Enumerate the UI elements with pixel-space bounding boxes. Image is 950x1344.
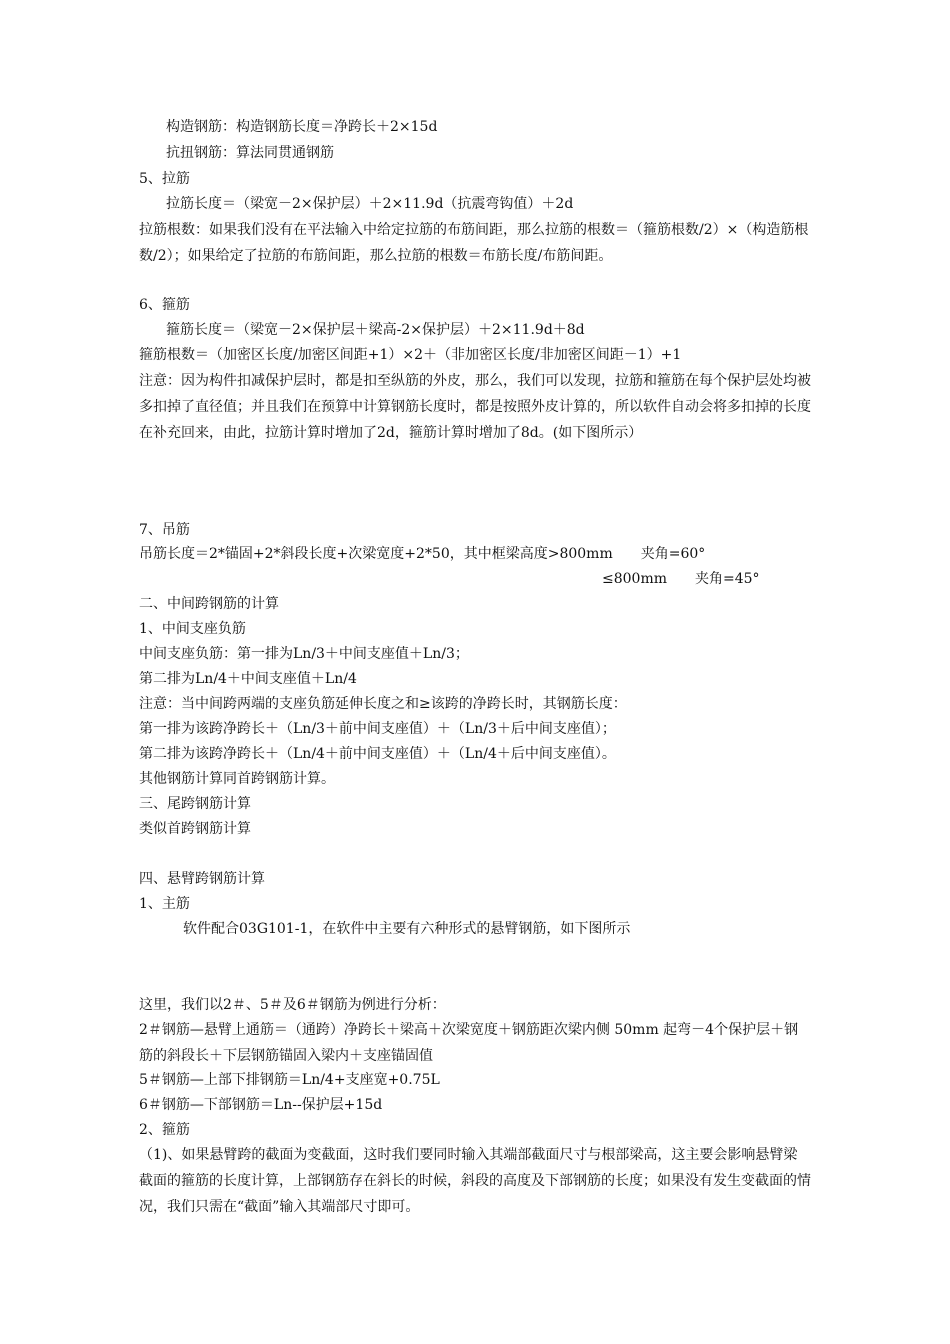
section-heading: 5、拉筋	[139, 171, 190, 187]
text-line: 其他钢筋计算同首跨钢筋计算。	[139, 771, 335, 787]
section-heading: 7、吊筋	[139, 522, 190, 538]
text-line: 类似首跨钢筋计算	[139, 821, 251, 837]
text-line: 第二排为Ln/4＋中间支座值＋Ln/4	[139, 671, 357, 687]
text-line: 箍筋长度＝（梁宽－2×保护层＋梁高-2×保护层）＋2×11.9d＋8d	[166, 322, 585, 338]
section-heading: 二、中间跨钢筋的计算	[139, 596, 279, 612]
text-line: 吊筋长度＝2*锚固+2*斜段长度+次梁宽度+2*50，其中框梁高度>800mm 夹角=60°	[139, 546, 706, 562]
text-line: 6＃钢筋—下部钢筋＝Ln--保护层+15d	[139, 1097, 383, 1113]
text-line: 拉筋长度＝（梁宽－2×保护层）＋2×11.9d（抗震弯钩值）＋2d	[166, 196, 574, 212]
text-line: ≤800mm 夹角=45°	[602, 571, 760, 587]
text-paragraph: 注意：因为构件扣减保护层时，都是扣至纵筋的外皮，那么，我们可以发现，拉筋和箍筋在每个保护层处均被多扣掉了直径值；并且我们在预算中计算钢筋长度时，都是按照外皮计算的，所以软件自动会将多扣掉的长度在补充回来，由此，拉筋计算时增加了2d，箍筋计算时增加了8d。(如下图所示）	[139, 373, 811, 441]
section-heading: 1、中间支座负筋	[139, 621, 246, 637]
text-line: 第一排为该跨净跨长＋（Ln/3＋前中间支座值）＋（Ln/3＋后中间支座值）；	[139, 721, 616, 737]
text-line: 构造钢筋：构造钢筋长度＝净跨长＋2×15d	[166, 119, 438, 135]
text-line: 第二排为该跨净跨长＋（Ln/4＋前中间支座值）＋（Ln/4＋后中间支座值）。	[139, 746, 616, 762]
text-paragraph: 拉筋根数：如果我们没有在平法输入中给定拉筋的布筋间距，那么拉筋的根数＝（箍筋根数/2）×（构造筋根数/2）；如果给定了拉筋的布筋间距，那么拉筋的根数＝布筋长度/布筋间距。	[139, 222, 809, 264]
text-line: 这里，我们以2＃、5＃及6＃钢筋为例进行分析：	[139, 997, 446, 1013]
section-heading: 6、箍筋	[139, 297, 190, 313]
text-line: 软件配合03G101-1，在软件中主要有六种形式的悬臂钢筋，如下图所示	[183, 921, 631, 937]
section-heading: 1、主筋	[139, 896, 190, 912]
text-line: 5＃钢筋—上部下排钢筋＝Ln/4+支座宽+0.75L	[139, 1072, 440, 1088]
text-line: 抗扭钢筋：算法同贯通钢筋	[166, 145, 334, 161]
text-paragraph: 2＃钢筋—悬臂上通筋＝（通跨）净跨长＋梁高＋次梁宽度＋钢筋距次梁内侧 50mm 起弯－4个保护层＋钢筋的斜段长＋下层钢筋锚固入梁内＋支座锚固值	[139, 1022, 799, 1064]
section-heading: 四、悬臂跨钢筋计算	[139, 871, 265, 887]
section-heading: 2、箍筋	[139, 1122, 190, 1138]
text-line: 中间支座负筋：第一排为Ln/3＋中间支座值＋Ln/3；	[139, 646, 469, 662]
section-heading: 三、尾跨钢筋计算	[139, 796, 251, 812]
text-paragraph: （1)、如果悬臂跨的截面为变截面，这时我们要同时输入其端部截面尺寸与根部梁高，这主要会影响悬臂梁截面的箍筋的长度计算，上部钢筋存在斜长的时候，斜段的高度及下部钢筋的长度；如果没有发生变截面的情况，我们只需在“截面”输入其端部尺寸即可。	[139, 1147, 811, 1215]
text-line: 箍筋根数＝（加密区长度/加密区间距+1）×2＋（非加密区长度/非加密区间距－1）+1	[139, 347, 682, 363]
text-line: 注意：当中间跨两端的支座负筋延伸长度之和≥该跨的净跨长时，其钢筋长度：	[139, 696, 627, 712]
